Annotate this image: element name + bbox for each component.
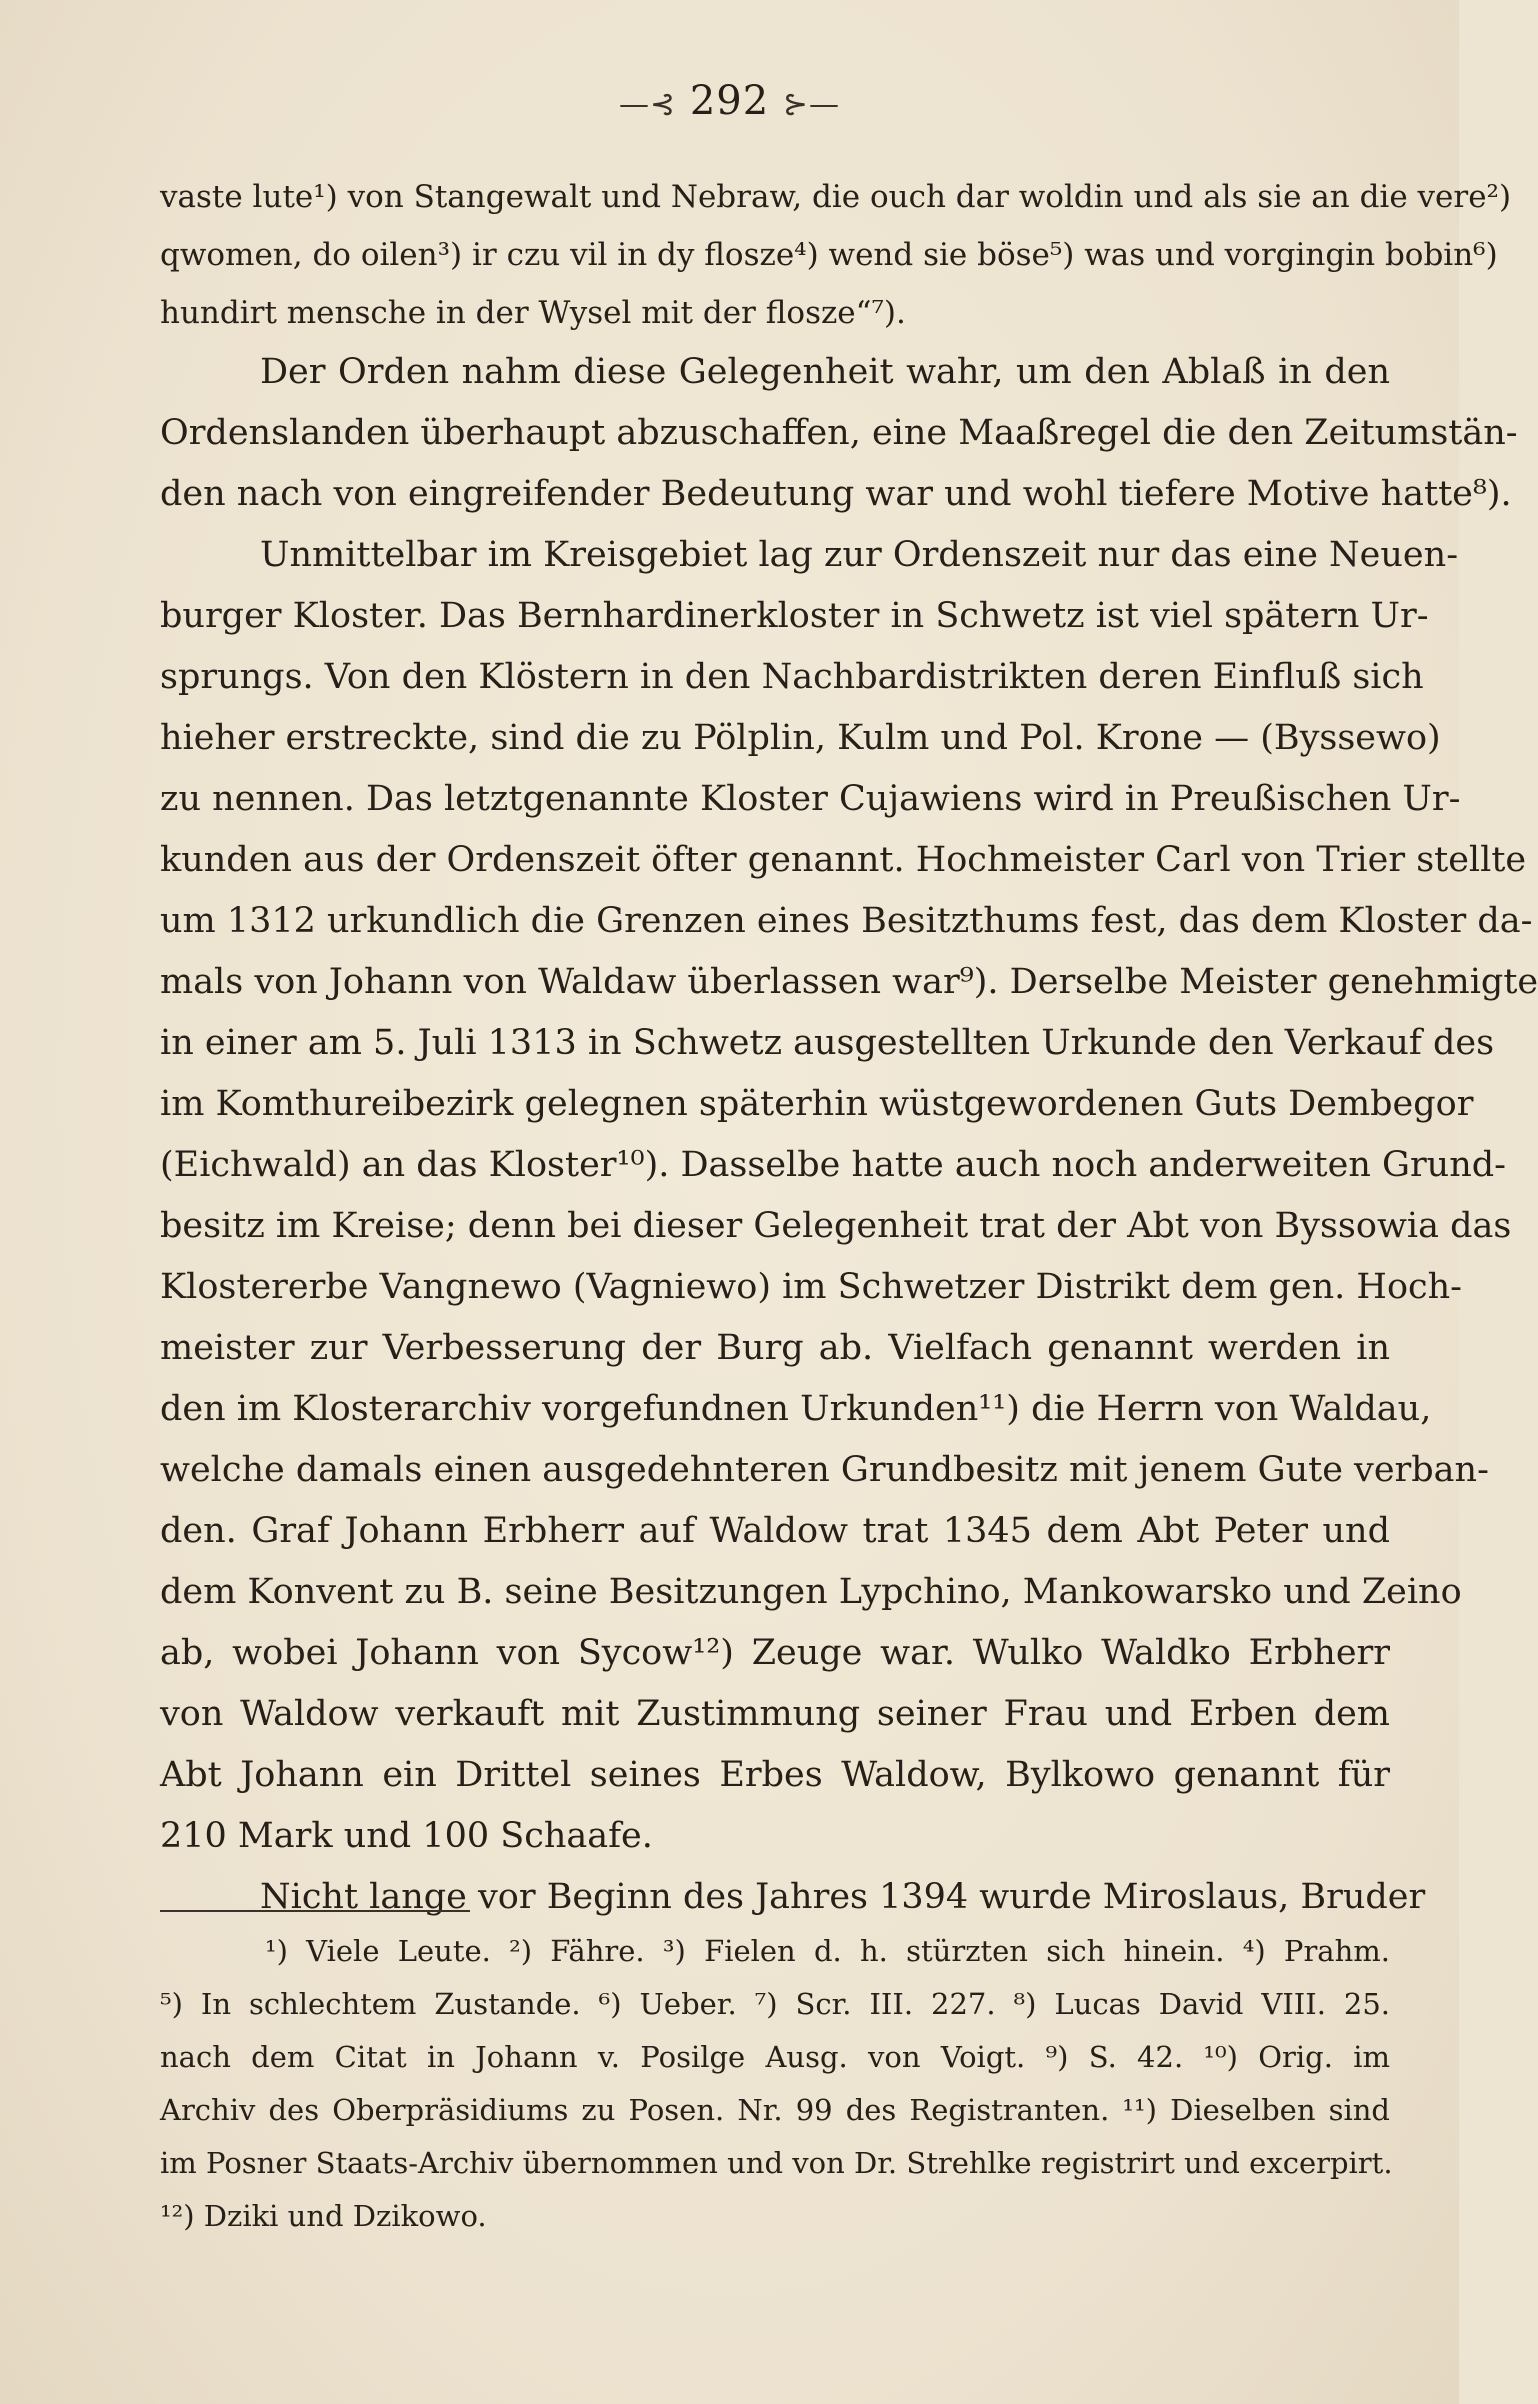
footnote-line: ⁵) In schlechtem Zustande. ⁶) Ueber. ⁷) Scr. III. 227. ⁸) Lucas David VIII. 25. xyxy=(160,1987,1390,2021)
body-line: mals von Johann von Waldaw überlassen war⁹). Derselbe Meister genehmigte xyxy=(160,962,1538,1002)
body-line: in einer am 5. Juli 1313 in Schwetz ausgestellten Urkunde den Verkauf des xyxy=(160,1023,1495,1063)
body-line: den. Graf Johann Erbherr auf Waldow trat 1345 dem Abt Peter und xyxy=(160,1511,1390,1551)
body-line: zu nennen. Das letztgenannte Kloster Cujawiens wird in Preußischen Ur- xyxy=(160,779,1461,819)
body-line: hundirt mensche in der Wysel mit der flosze“⁷). xyxy=(160,295,906,331)
footnotes xyxy=(160,1925,1393,2243)
footnote-rule xyxy=(160,1910,470,1912)
body-line: um 1312 urkundlich die Grenzen eines Besitzthums fest, das dem Kloster da- xyxy=(160,901,1533,941)
body-line: sprungs. Von den Klöstern in den Nachbardistrikten deren Einfluß sich xyxy=(160,657,1424,697)
body-line: Ordenslanden überhaupt abzuschaffen, eine Maaßregel die den Zeitumstän- xyxy=(160,413,1518,453)
footnote-line: ¹) Viele Leute. ²) Fähre. ³) Fielen d. h. stürzten sich hinein. ⁴) Prahm. xyxy=(265,1934,1390,1968)
body-line: Unmittelbar im Kreisgebiet lag zur Ordenszeit nur das eine Neuen- xyxy=(260,535,1459,575)
body-text xyxy=(160,168,1538,1928)
body-line: besitz im Kreise; denn bei dieser Gelegenheit trat der Abt von Byssowia das xyxy=(160,1206,1512,1246)
body-line: (Eichwald) an das Kloster¹⁰). Dasselbe hatte auch noch anderweiten Grund- xyxy=(160,1145,1506,1185)
body-line: Der Orden nahm diese Gelegenheit wahr, um den Ablaß in den xyxy=(260,352,1390,392)
body-line: dem Konvent zu B. seine Besitzungen Lypchino, Mankowarsko und Zeino xyxy=(160,1572,1462,1612)
body-line: Nicht lange vor Beginn des Jahres 1394 wurde Miroslaus, Bruder xyxy=(260,1877,1426,1917)
body-line: Klostererbe Vangnewo (Vagniewo) im Schwetzer Distrikt dem gen. Hoch- xyxy=(160,1267,1462,1307)
footnote-line: im Posner Staats-Archiv übernommen und von Dr. Strehlke registrirt und excerpirt. xyxy=(160,2146,1393,2180)
body-line: den nach von eingreifender Bedeutung war und wohl tiefere Motive hatte⁸). xyxy=(160,474,1512,514)
body-line: burger Kloster. Das Bernhardinerkloster in Schwetz ist viel spätern Ur- xyxy=(160,596,1429,636)
body-line: vaste lute¹) von Stangewalt und Nebraw, die ouch dar woldin und als sie an die vere²) xyxy=(160,179,1512,215)
footnote-line: Archiv des Oberpräsidiums zu Posen. Nr. 99 des Registranten. ¹¹) Dieselben sind xyxy=(160,2093,1390,2127)
footnote-line: ¹²) Dziki und Dzikowo. xyxy=(160,2199,487,2233)
body-line: hieher erstreckte, sind die zu Pölplin, Kulm und Pol. Krone — (Byssewo) xyxy=(160,718,1441,758)
body-line: welche damals einen ausgedehnteren Grundbesitz mit jenem Gute verban- xyxy=(160,1450,1489,1490)
page-header xyxy=(0,78,1459,124)
body-line: qwomen, do oilen³) ir czu vil in dy flosze⁴) wend sie böse⁵) was und vorgingin bobin⁶) xyxy=(160,237,1498,273)
body-line: von Waldow verkauft mit Zustimmung seiner Frau und Erben dem xyxy=(160,1694,1390,1734)
body-line: meister zur Verbesserung der Burg ab. Vielfach genannt werden in xyxy=(160,1328,1390,1368)
footnote-line: nach dem Citat in Johann v. Posilge Ausg. von Voigt. ⁹) S. 42. ¹⁰) Orig. im xyxy=(160,2040,1390,2074)
page-number: 292 xyxy=(689,78,770,124)
body-line: den im Klosterarchiv vorgefundnen Urkunden¹¹) die Herrn von Waldau, xyxy=(160,1389,1432,1429)
body-line: ab, wobei Johann von Sycow¹²) Zeuge war. Wulko Waldko Erbherr xyxy=(160,1633,1390,1673)
right-ornament: ⊱— xyxy=(782,87,841,122)
left-ornament: —⊰ xyxy=(618,87,677,122)
body-line: 210 Mark und 100 Schaafe. xyxy=(160,1816,653,1856)
body-line: Abt Johann ein Drittel seines Erbes Waldow, Bylkowo genannt für xyxy=(160,1755,1390,1795)
body-line: im Komthureibezirk gelegnen späterhin wüstgewordenen Guts Dembegor xyxy=(160,1084,1474,1124)
body-line: kunden aus der Ordenszeit öfter genannt. Hochmeister Carl von Trier stellte xyxy=(160,840,1527,880)
